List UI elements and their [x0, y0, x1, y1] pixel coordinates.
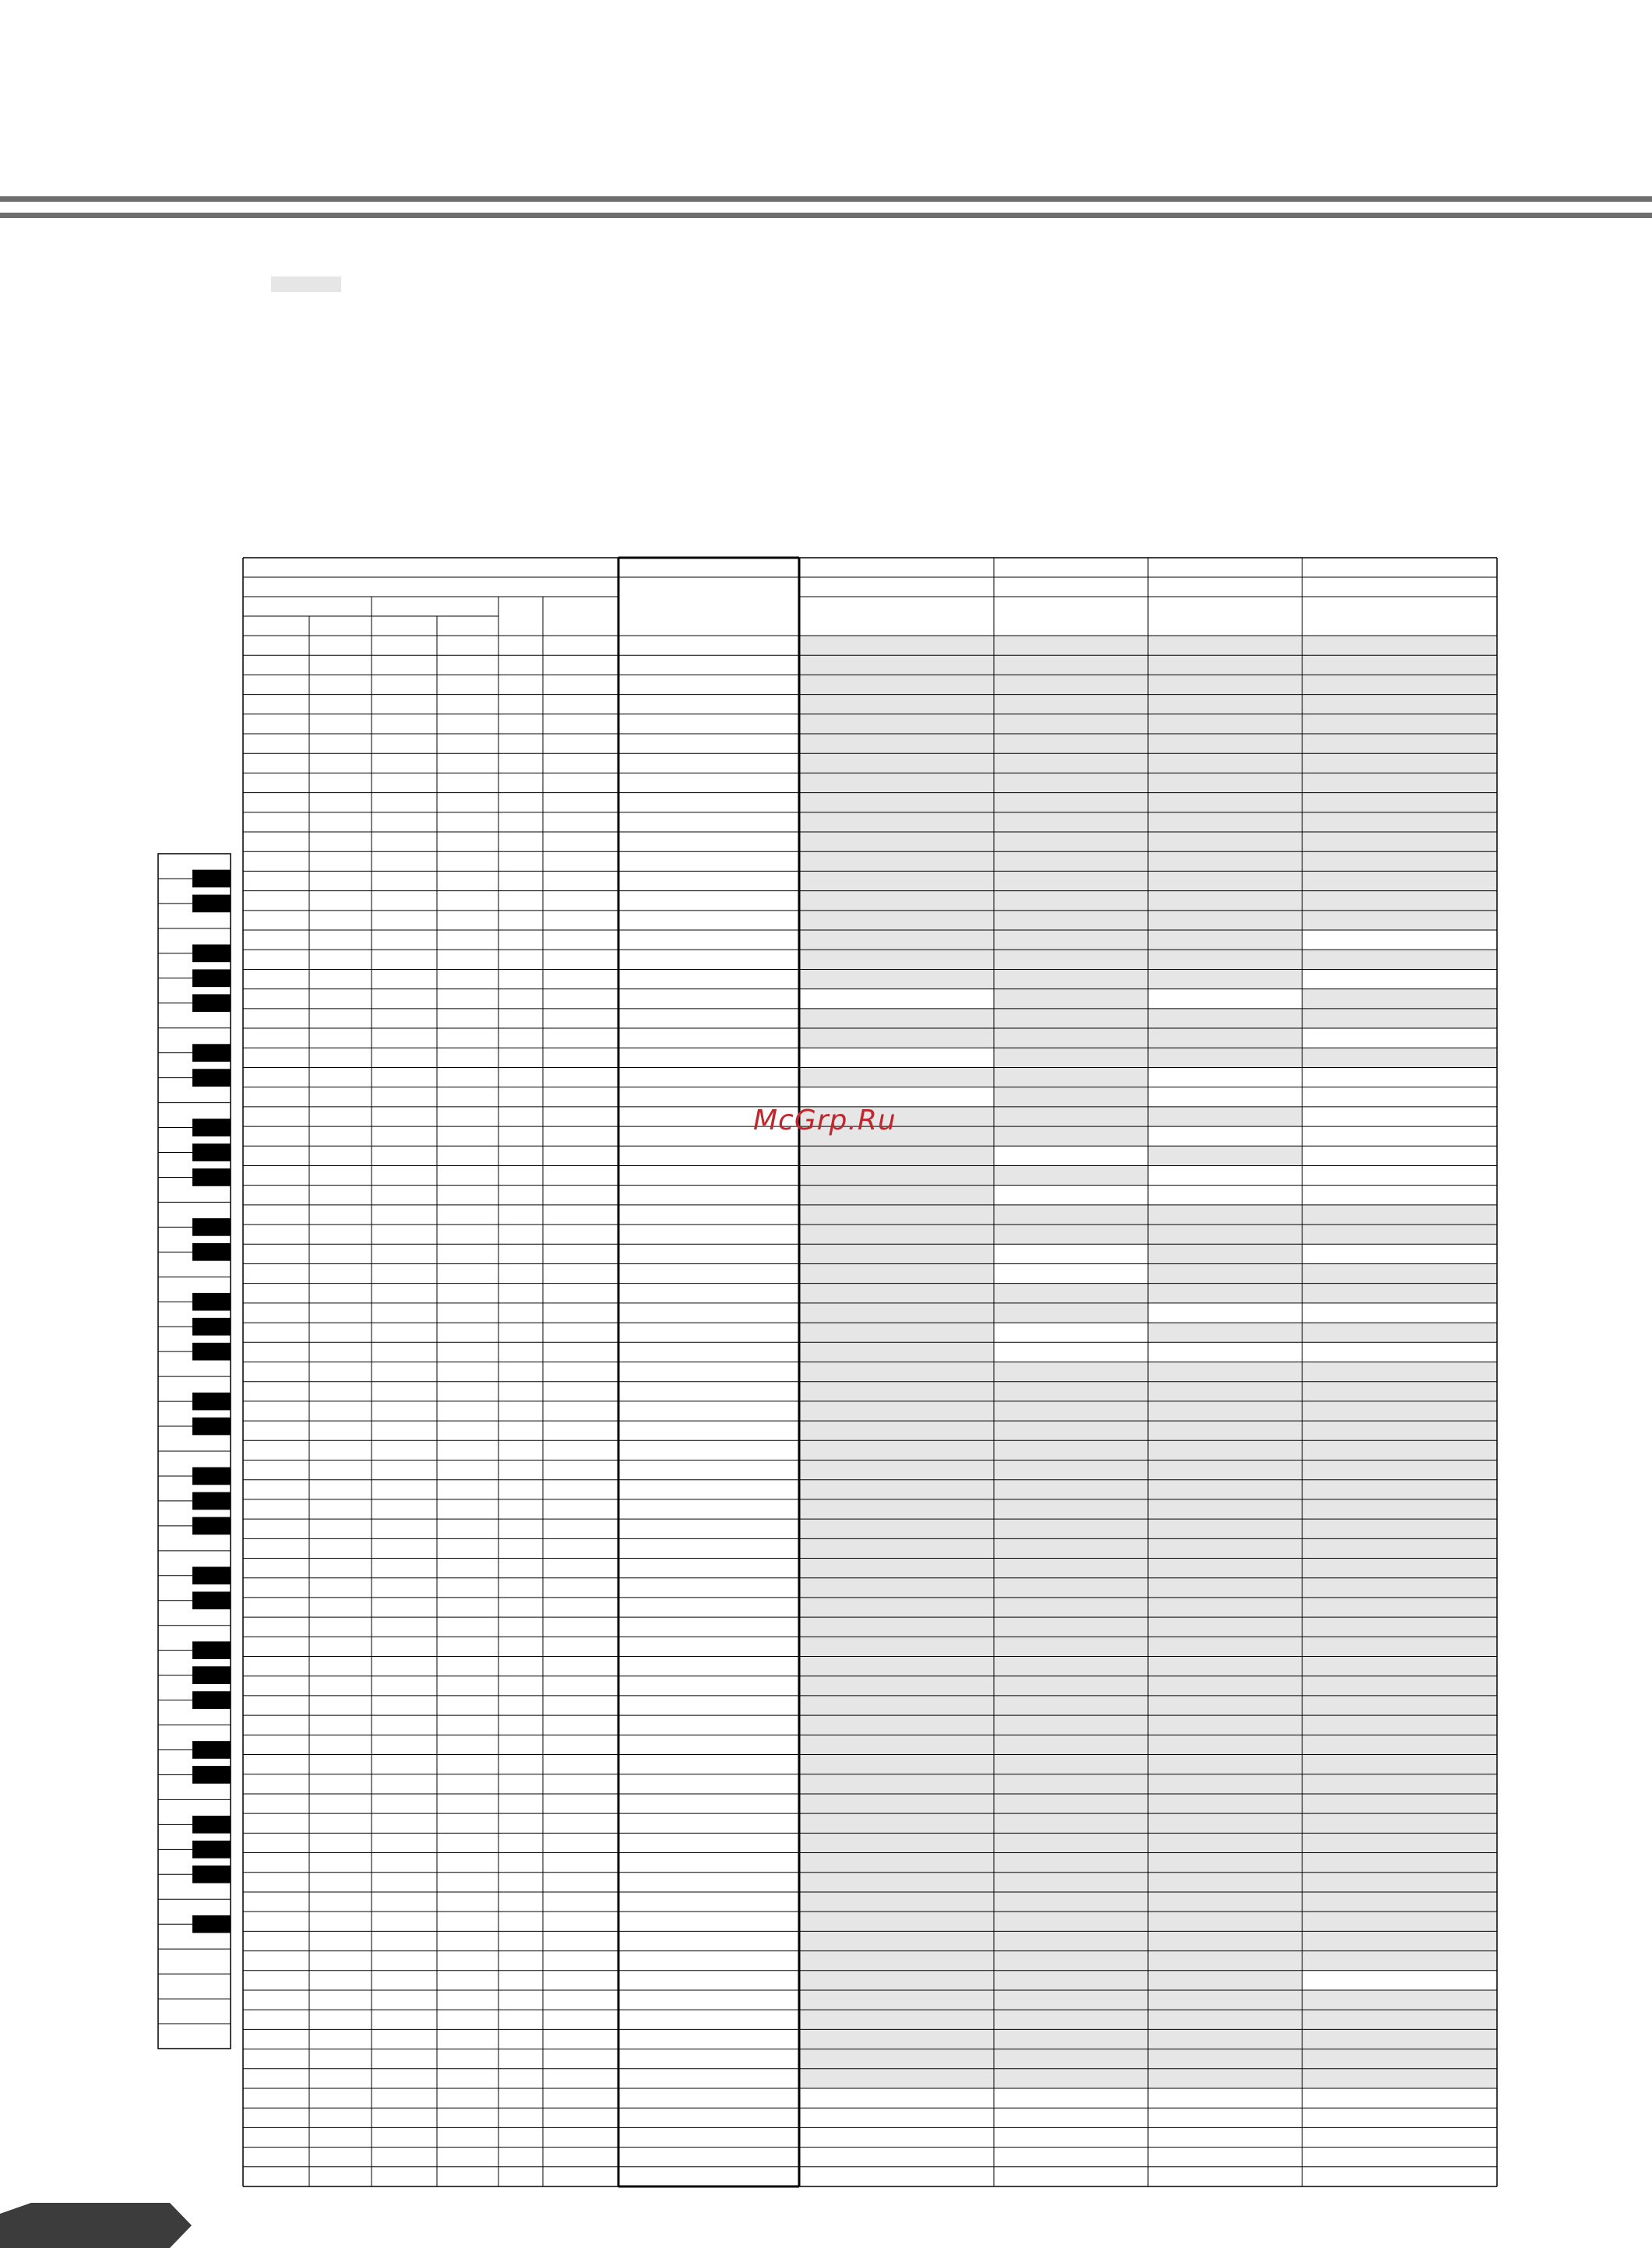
black-key	[192, 1591, 231, 1609]
black-key	[192, 1044, 231, 1062]
black-key	[192, 1168, 231, 1186]
black-key	[192, 1069, 231, 1087]
watermark-text: McGrp.Ru	[753, 1105, 896, 1136]
black-key	[192, 1691, 231, 1709]
black-key	[192, 1866, 231, 1883]
black-key	[192, 1566, 231, 1584]
black-key	[192, 1418, 231, 1436]
page-tab-arrow	[0, 2203, 192, 2248]
black-key	[192, 1816, 231, 1834]
black-key	[192, 1343, 231, 1361]
black-key	[192, 1841, 231, 1859]
black-key	[192, 1119, 231, 1136]
black-key	[192, 1318, 231, 1336]
black-key	[192, 1492, 231, 1510]
black-key	[192, 1143, 231, 1161]
black-key	[192, 1468, 231, 1485]
black-key	[192, 1741, 231, 1759]
black-key	[192, 1218, 231, 1236]
black-key	[192, 870, 231, 888]
black-key	[192, 1293, 231, 1311]
black-key	[192, 1766, 231, 1784]
black-key	[192, 969, 231, 987]
black-key	[192, 1243, 231, 1261]
black-key	[192, 1915, 231, 1933]
black-key	[192, 1641, 231, 1659]
black-key	[192, 994, 231, 1012]
black-key	[192, 1517, 231, 1535]
black-key	[192, 895, 231, 913]
black-key	[192, 1666, 231, 1684]
black-key	[192, 1393, 231, 1411]
black-key	[192, 944, 231, 962]
